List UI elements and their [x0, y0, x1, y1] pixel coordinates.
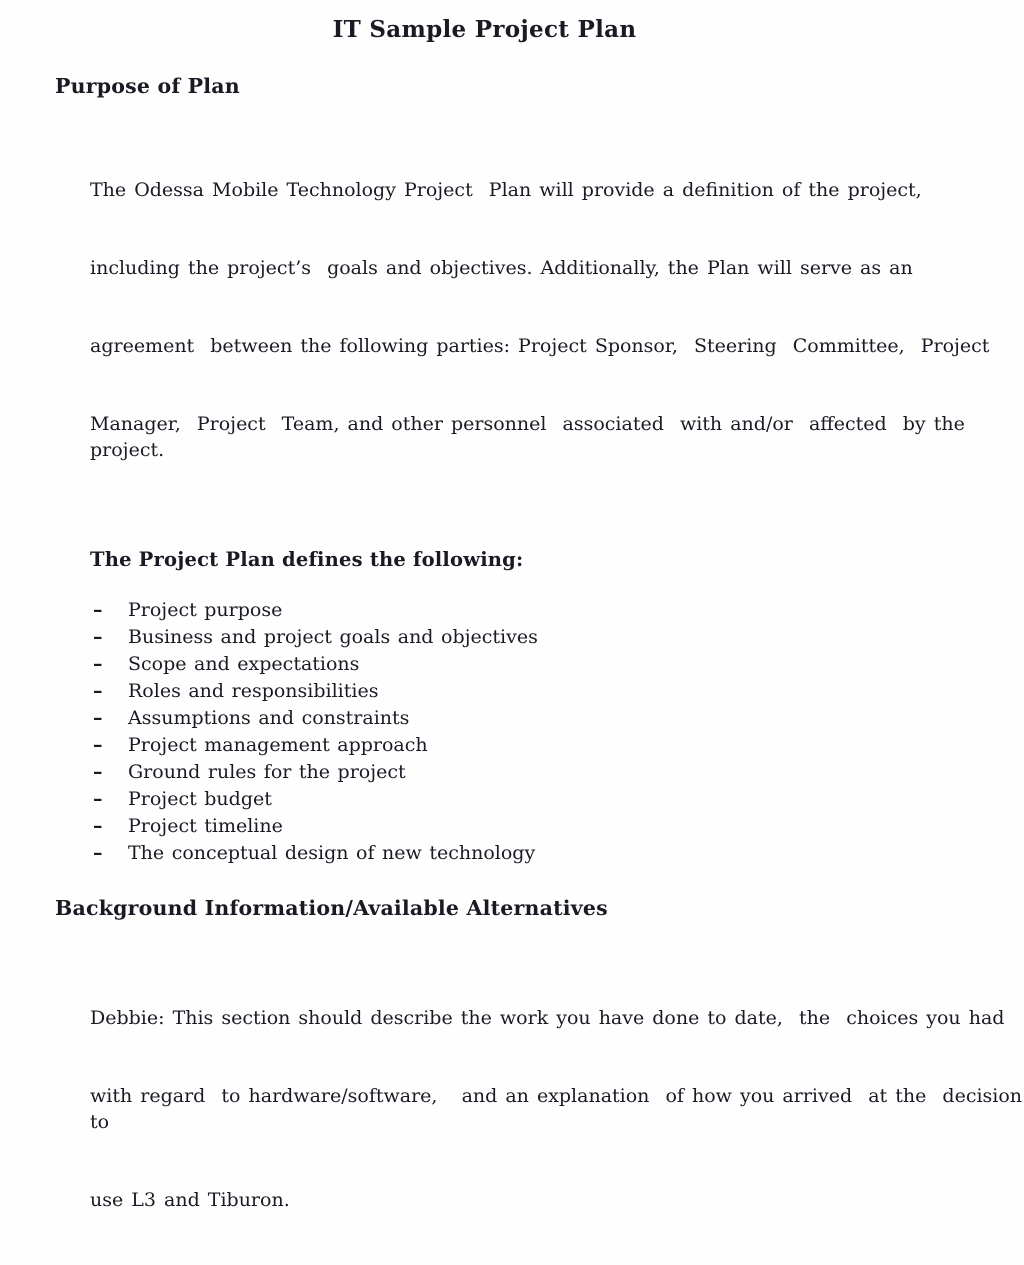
- list-item: [93, 624, 1024, 651]
- paragraph-line: including the project’s goals and objectives. Additionally, the Plan will serve as an: [90, 257, 913, 279]
- paragraph-line: use L3 and Tiburon.: [90, 1189, 290, 1211]
- paragraph-line: with regard to hardware/software, and an explanation of how you arrived at the decision to: [90, 1085, 1023, 1133]
- purpose-paragraph: [90, 125, 1024, 515]
- paragraph-line: Debbie: This section should describe the work you have done to date, the choices you had: [90, 1007, 1005, 1029]
- bullet-text: Project purpose: [128, 599, 283, 621]
- bullet-dash-icon: –: [93, 842, 103, 864]
- list-item: [93, 759, 1024, 786]
- list-item: [93, 813, 1024, 840]
- bullet-dash-icon: –: [93, 815, 103, 837]
- bullet-dash-icon: –: [93, 734, 103, 756]
- bullet-dash-icon: –: [93, 653, 103, 675]
- bullet-dash-icon: –: [93, 599, 103, 621]
- section-heading-background: Background Information/Available Alternatives: [55, 896, 608, 920]
- bullet-dash-icon: –: [93, 707, 103, 729]
- list-item: [93, 705, 1024, 732]
- bullet-dash-icon: –: [93, 626, 103, 648]
- subheading-plan-defines: The Project Plan defines the following:: [90, 548, 524, 571]
- bullet-text: Project timeline: [128, 815, 283, 837]
- bullet-text: Ground rules for the project: [128, 761, 406, 783]
- bullet-text: The conceptual design of new technology: [128, 842, 536, 864]
- paragraph-line: Manager, Project Team, and other personnel associated with and/or affected by the project.: [90, 413, 973, 461]
- list-item: [93, 732, 1024, 759]
- bullet-text: Project budget: [128, 788, 272, 810]
- bullet-text: Scope and expectations: [128, 653, 360, 675]
- bullet-text: Business and project goals and objectives: [128, 626, 538, 648]
- bullet-dash-icon: –: [93, 761, 103, 783]
- bullet-text: Project management approach: [128, 734, 428, 756]
- list-item: [93, 651, 1024, 678]
- bullet-text: Roles and responsibilities: [128, 680, 379, 702]
- paragraph-line: The Odessa Mobile Technology Project Plan will provide a definition of the project,: [90, 179, 922, 201]
- list-item: [93, 678, 1024, 705]
- bullet-dash-icon: –: [93, 788, 103, 810]
- list-item: [93, 786, 1024, 813]
- list-item: [93, 840, 1024, 867]
- plan-items-list: [93, 597, 1024, 867]
- section-heading-purpose: Purpose of Plan: [55, 74, 240, 98]
- bullet-dash-icon: –: [93, 680, 103, 702]
- paragraph-line: agreement between the following parties: Project Sponsor, Steering Committee, Project: [90, 335, 990, 357]
- document-title: IT Sample Project Plan: [332, 16, 637, 43]
- bullet-text: Assumptions and constraints: [128, 707, 410, 729]
- list-item: [93, 597, 1024, 624]
- background-paragraph: [90, 953, 1024, 1265]
